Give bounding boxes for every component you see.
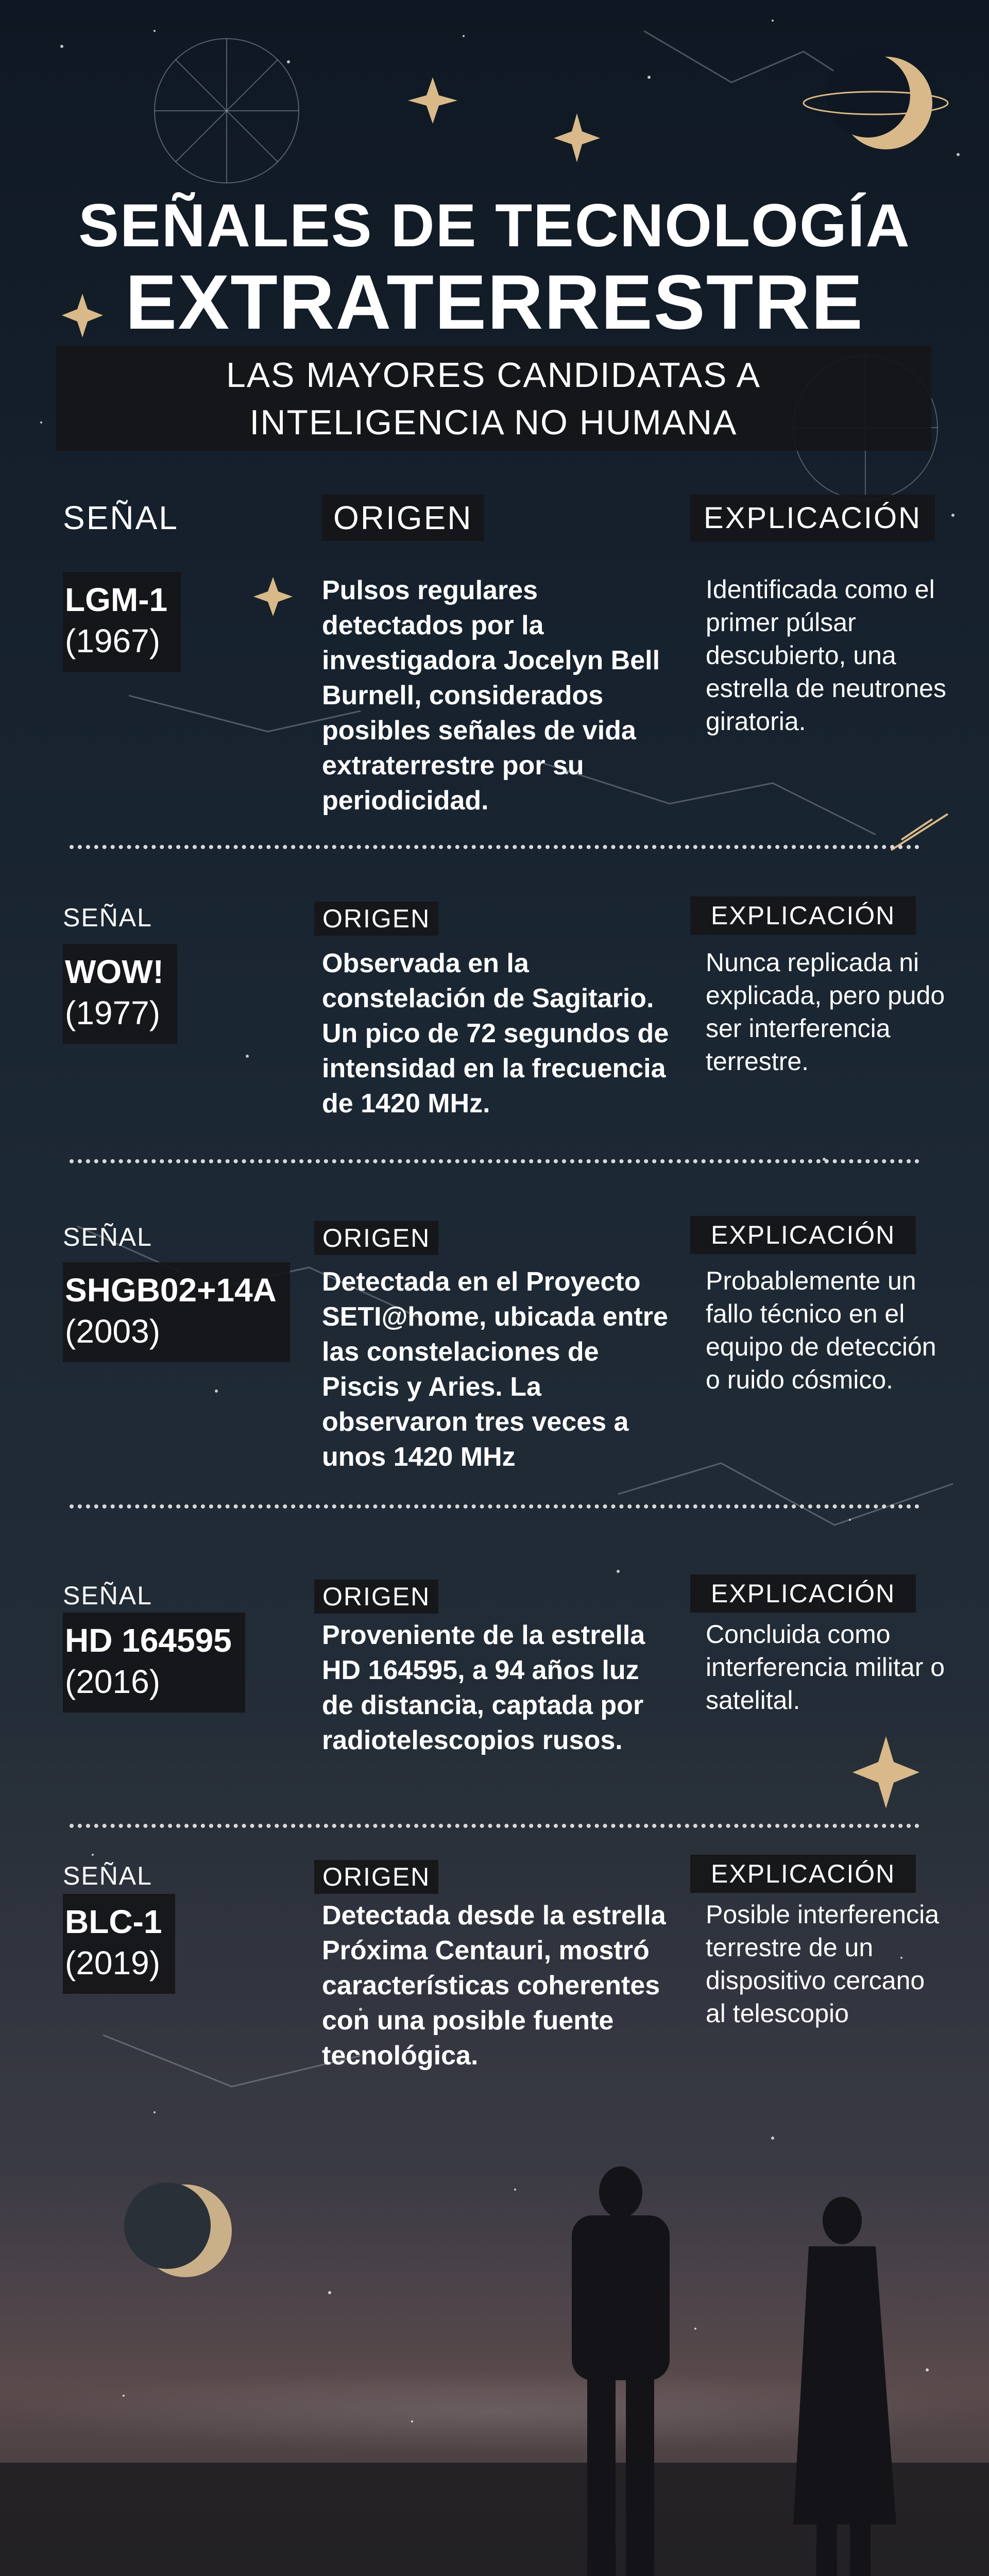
signal-explanation: Nunca replicada ni explicada, pero pudo ser interferencia terrestre. <box>706 948 945 1076</box>
title-line-2: EXTRATERRESTRE <box>125 259 864 345</box>
signal-explanation: Concluida como interferencia militar o satelital. <box>706 1620 945 1715</box>
signal-name: SHGB02+14A <box>65 1272 277 1309</box>
origin-label: ORIGEN <box>314 1221 438 1255</box>
row-divider <box>70 1159 919 1163</box>
subtitle-line-2: INTELIGENCIA NO HUMANA <box>249 403 738 442</box>
subtitle-line-1: LAS MAYORES CANDIDATAS A <box>226 355 761 395</box>
signal-explanation: Probablemente un fallo técnico en el equipo de detección o ruido cósmico. <box>706 1266 936 1394</box>
title-line-1: SEÑALES DE TECNOLOGÍA <box>78 192 911 260</box>
row-divider <box>70 1504 919 1509</box>
signal-origin: Observada en la constelación de Sagitario. Un pico de 72 segundos de intensidad en la frecuencia de 1420 MHz. <box>322 948 669 1118</box>
signal-name: LGM-1 <box>65 581 168 618</box>
signal-label: SEÑAL <box>63 1223 152 1251</box>
star-icon <box>554 113 600 162</box>
signal-name: WOW! <box>65 953 164 990</box>
signal-origin: Detectada en el Proyecto SETI@home, ubicada entre las constelaciones de Piscis y Aries. La observaron tres veces a unos 1420 MHz <box>322 1267 668 1472</box>
origin-label: ORIGEN <box>314 1580 438 1614</box>
signal-year: (2016) <box>65 1663 160 1700</box>
row-divider <box>70 845 919 849</box>
explanation-label: EXPLICACIÓN <box>690 1216 916 1254</box>
signal-origin: Proveniente de la estrella HD 164595, a 94 años luz de distancia, captada por radiotelescopios rusos. <box>322 1620 645 1755</box>
signal-label: SEÑAL <box>63 1861 152 1890</box>
signal-name: HD 164595 <box>65 1622 232 1659</box>
signal-origin: Pulsos regulares detectados por la investigadora Jocelyn Bell Burnell, considerados posibles señales de vida extraterrestre por su periodicidad. <box>322 575 660 816</box>
signal-name-box <box>63 1894 175 1994</box>
signal-label: SEÑAL <box>63 1581 152 1610</box>
explanation-label: EXPLICACIÓN <box>690 1855 916 1893</box>
subtitle-box <box>56 345 931 451</box>
signal-year: (1977) <box>65 994 160 1031</box>
signal-year: (2003) <box>65 1313 160 1350</box>
origin-label: ORIGEN <box>314 1860 438 1894</box>
signal-name-box <box>63 1262 290 1362</box>
signal-label: SEÑAL <box>63 903 152 932</box>
explanation-label: EXPLICACIÓN <box>690 1574 916 1613</box>
signal-name-box <box>63 572 181 672</box>
star-icon <box>253 577 293 616</box>
column-header-origin: ORIGEN <box>322 495 484 541</box>
constellation-icon <box>155 39 299 183</box>
star-icon <box>408 77 457 124</box>
column-header-explanation: EXPLICACIÓN <box>690 495 935 541</box>
signal-year: (2019) <box>65 1944 160 1981</box>
signal-name-box <box>63 944 177 1044</box>
explanation-label: EXPLICACIÓN <box>690 896 916 935</box>
signal-explanation: Identificada como el primer púlsar descubierto, una estrella de neutrones giratoria. <box>706 575 946 736</box>
sun-star-icon <box>852 1736 919 1808</box>
signal-name-box <box>63 1613 245 1713</box>
signal-name: BLC-1 <box>65 1903 162 1940</box>
signal-explanation: Posible interferencia terrestre de un dispositivo cercano al telescopio <box>706 1900 940 2028</box>
column-header-signal: SEÑAL <box>63 499 179 536</box>
crescent-moon-icon <box>804 53 948 149</box>
origin-label: ORIGEN <box>314 902 438 936</box>
row-divider <box>70 1824 919 1828</box>
signal-year: (1967) <box>65 622 160 659</box>
signal-origin: Detectada desde la estrella Próxima Centauri, mostró características coherentes con una posible fuente tecnológica. <box>322 1901 666 2071</box>
